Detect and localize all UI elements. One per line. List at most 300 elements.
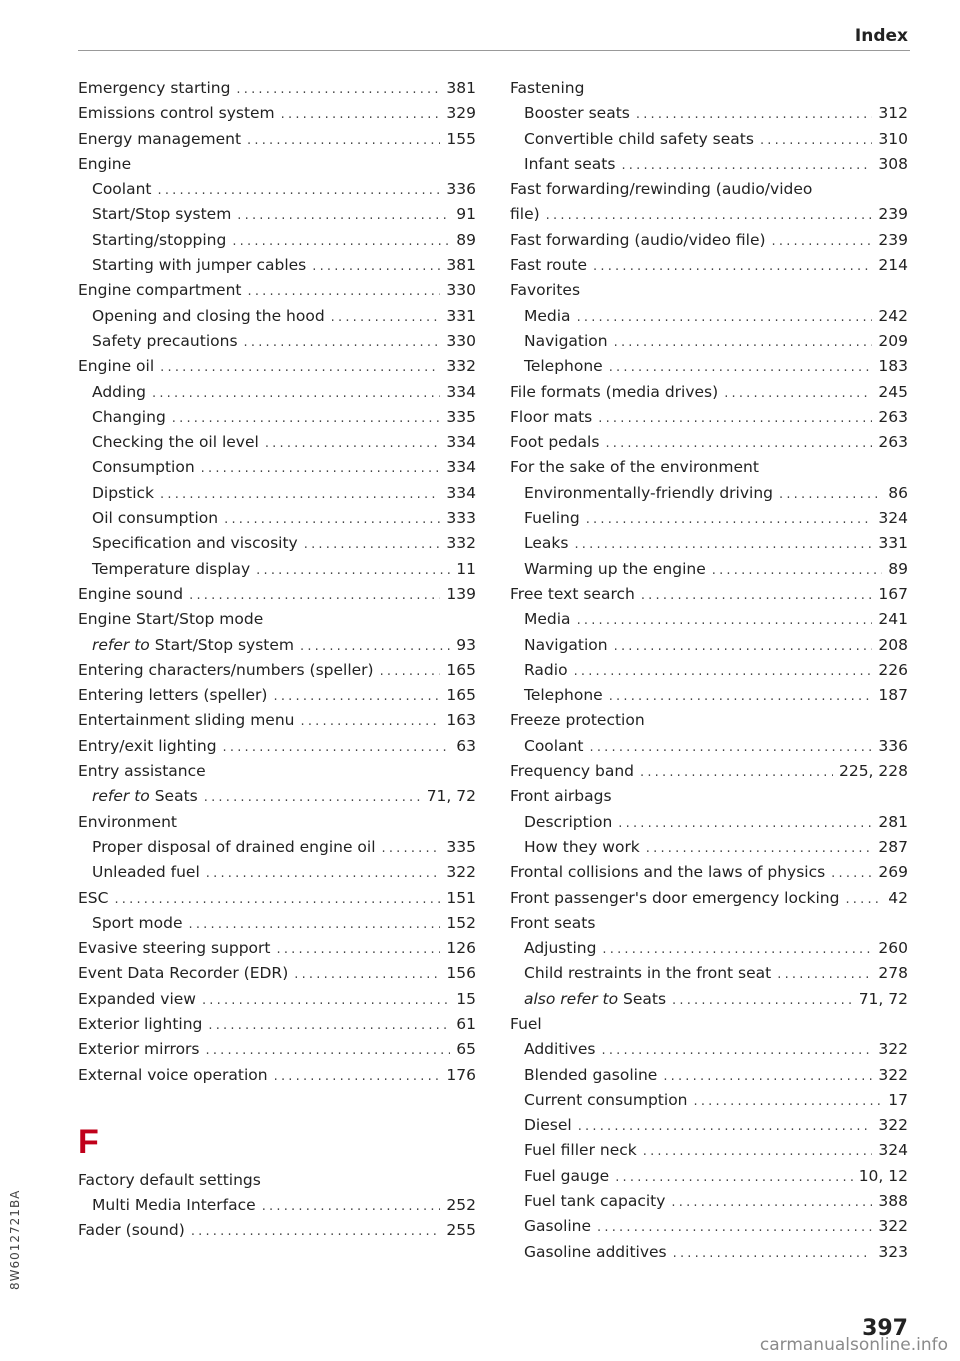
entry-label [524,987,666,1012]
entry-text: Opening and closing the hood [92,306,325,325]
leader-dots [277,937,441,962]
entry-label [510,177,812,202]
entry-page: 381 [446,79,476,97]
entry-page: 93 [456,635,476,654]
entry-page: 324 [878,509,908,528]
entry-page: 42 [888,888,908,907]
entry-text: Convertible child safety seats [524,129,754,148]
entry-text: Frontal collisions and the laws of physics [510,863,826,882]
index-entry [510,1138,908,1163]
index-entry [78,430,476,455]
entry-text: Fuel tank capacity [524,1192,666,1211]
index-entry [78,329,476,354]
leader-dots [191,1219,441,1244]
entry-page: 322 [878,1040,908,1059]
entry-label [524,633,608,658]
leader-dots [304,532,441,557]
entry-label [510,886,839,911]
entry-label [78,961,288,986]
entry-page: 336 [446,180,476,199]
index-entry [510,202,908,227]
entry-text: Entering letters (speller) [78,686,268,705]
entry-label [92,202,231,227]
leader-dots [206,861,441,886]
entry-page: 156 [446,964,476,983]
entry-page: 71, 72 [426,787,476,806]
index-entry [510,557,908,582]
entry-label [92,329,238,354]
entry-label [524,734,584,759]
index-entry [510,633,908,658]
index-entry [510,481,908,506]
entry-text: Coolant [524,736,584,755]
leader-dots [247,128,440,153]
entry-label [524,1240,667,1265]
leader-dots [673,1241,873,1266]
entry-page: 332 [446,534,476,553]
entry-text: Environment [78,812,177,831]
index-entry [510,253,908,278]
entry-text: Favorites [510,281,581,300]
entry-reference: refer to [92,787,150,806]
entry-page: 260 [878,939,908,958]
entry-text: Multi Media Interface [92,1196,256,1215]
index-entry [78,683,476,708]
entry-text: Entertainment sliding menu [78,711,295,730]
entry-label [78,607,263,632]
leader-dots [643,1139,873,1164]
entry-page: 334 [446,382,476,401]
leader-dots [615,1165,852,1190]
entry-label [524,127,754,152]
index-entry [78,202,476,227]
entry-label [78,76,230,101]
entry-reference: also refer to [524,989,619,1008]
entry-text: Seats [623,989,667,1008]
index-entry [78,304,476,329]
entry-text: Evasive steering support [78,939,271,958]
entry-label [524,936,596,961]
index-entry [78,506,476,531]
entry-page: 65 [456,1040,476,1059]
leader-dots [294,962,440,987]
entry-text: Fast route [510,256,588,275]
entry-label [78,936,271,961]
entry-label [510,759,634,784]
entry-page: 165 [446,686,476,705]
entry-label [78,810,177,835]
entry-label [524,152,615,177]
index-entry [78,481,476,506]
index-entry [78,961,476,986]
leader-dots [618,811,872,836]
entry-text: Fast forwarding (audio/video file) [510,230,766,249]
entry-label [524,607,571,632]
entry-label [92,531,298,556]
entry-text: Starting/stopping [92,230,227,249]
index-entry [510,127,908,152]
entry-page: 322 [878,1217,908,1236]
index-entry [510,607,908,632]
entry-page: 322 [878,1065,908,1084]
entry-label [524,101,630,126]
entry-text: Navigation [524,635,608,654]
entry-page: 241 [878,610,908,629]
index-entry [78,1218,476,1243]
leader-dots [663,1064,872,1089]
entry-text: Additives [524,1040,596,1059]
page-number: 397 [862,1316,908,1341]
index-entry [78,253,476,278]
index-entry [78,531,476,556]
entry-text: Fader (sound) [78,1221,185,1240]
entry-label [78,683,267,708]
entry-text: Free text search [510,584,635,603]
entry-label [510,278,580,303]
entry-label [92,380,146,405]
entry-page: 183 [878,357,908,376]
entry-label [78,1168,261,1193]
entry-page: 126 [446,939,476,958]
entry-page: 91 [456,205,476,224]
header-rule [78,50,910,51]
index-entry [510,784,908,809]
leader-dots [189,583,440,608]
index-entry [78,152,476,177]
leader-dots [712,558,883,583]
leader-dots [237,203,450,228]
entry-label [78,1012,202,1037]
entry-text: Booster seats [524,104,630,123]
index-entry [510,152,908,177]
index-entry [78,987,476,1012]
entry-label [524,1214,591,1239]
entry-label [92,557,250,582]
leader-dots [760,128,872,153]
entry-text: For the sake of the environment [510,458,759,477]
index-entry [78,455,476,480]
entry-page: 167 [878,584,908,603]
leader-dots [672,988,853,1013]
entry-text: Engine compartment [78,281,242,300]
entry-page: 245 [878,382,908,401]
leader-dots [189,912,441,937]
entry-page: 335 [446,837,476,856]
entry-page: 278 [878,964,908,983]
entry-page: 152 [446,913,476,932]
index-entry [78,734,476,759]
entry-page: 263 [878,433,908,452]
entry-page: 322 [446,863,476,882]
index-entry [510,506,908,531]
entry-page: 139 [446,584,476,603]
entry-text: Entry/exit lighting [78,736,217,755]
leader-dots [232,229,450,254]
index-entry [510,860,908,885]
entry-label [510,430,599,455]
entry-text: Fast forwarding/rewinding (audio/video [510,180,813,199]
entry-page: 61 [456,1014,476,1033]
leader-dots [265,431,441,456]
leader-dots [114,887,440,912]
index-entry [510,329,908,354]
entry-text: Safety precautions [92,331,238,350]
entry-text: External voice operation [78,1065,268,1084]
entry-label [78,101,275,126]
entry-text: Entry assistance [78,762,206,781]
entry-label [78,152,131,177]
index-entry [510,658,908,683]
entry-text: Front airbags [510,787,612,806]
entry-label [78,1063,268,1088]
entry-label [524,531,568,556]
entry-page: 63 [456,736,476,755]
entry-text: Engine sound [78,584,184,603]
entry-label [510,202,540,227]
index-entry [78,810,476,835]
leader-dots [247,279,440,304]
entry-label [524,1088,688,1113]
entry-text: Front passenger's door emergency locking [510,888,840,907]
entry-label [510,784,612,809]
entry-label [510,1012,542,1037]
entry-text: Consumption [92,458,195,477]
entry-page: 330 [446,281,476,300]
entry-label [92,304,325,329]
f-section-entries [78,1168,476,1244]
entry-text: Leaks [524,534,569,553]
entry-text: Exterior lighting [78,1014,203,1033]
index-entry [78,405,476,430]
entry-page: 381 [446,256,476,275]
entry-text: Telephone [524,686,603,705]
entry-label [524,1113,572,1138]
leader-dots [300,634,450,659]
entry-label [78,278,241,303]
entry-page: 312 [878,104,908,123]
entry-page: 10, 12 [858,1166,908,1185]
leader-dots [312,254,440,279]
leader-dots [831,861,872,886]
entry-text: Fastening [510,79,585,97]
entry-label [92,911,183,936]
entry-label [92,253,306,278]
leader-dots [590,735,873,760]
entry-label [78,708,294,733]
entry-page: 239 [878,205,908,224]
index-entry [78,1193,476,1218]
leader-dots [641,583,873,608]
leader-dots [779,482,882,507]
entry-label [78,987,196,1012]
entry-label [78,658,374,683]
index-entry [510,405,908,430]
entry-label [510,860,825,885]
entry-label [78,354,154,379]
entry-page: 287 [878,837,908,856]
right-entries [510,76,908,1265]
entry-label [524,557,706,582]
entry-label [524,810,612,835]
index-entry [78,76,476,101]
entry-text: Dipstick [92,483,155,502]
leader-dots [158,178,441,203]
entry-page: 336 [878,736,908,755]
entry-text: Proper disposal of drained engine oil [92,837,376,856]
index-entry [78,1012,476,1037]
entry-page: 15 [456,989,476,1008]
entry-text: Emergency starting [78,79,231,97]
entry-text: Adding [92,382,146,401]
leader-dots [206,1038,451,1063]
entry-label [524,354,603,379]
index-entry [510,1240,908,1265]
entry-text: Checking the oil level [92,433,259,452]
entry-text: Starting with jumper cables [92,256,307,275]
entry-label [524,506,580,531]
entry-label [78,1218,185,1243]
entry-page: 165 [446,660,476,679]
index-entry [78,380,476,405]
entry-text: Engine Start/Stop mode [78,610,264,629]
entry-text: Environmentally-friendly driving [524,483,773,502]
entry-page: 324 [878,1141,908,1160]
entry-label [510,708,645,733]
entry-page: 331 [446,306,476,325]
entry-text: Media [524,610,571,629]
section-letter-f: F [78,1122,99,1161]
entry-text: Freeze protection [510,711,645,730]
index-entry [510,1088,908,1113]
entry-label [92,784,198,809]
entry-label [78,582,183,607]
entry-text: File formats (media drives) [510,382,719,401]
entry-page: 322 [878,1116,908,1135]
entry-page: 334 [446,458,476,477]
index-entry [510,886,908,911]
entry-text: Blended gasoline [524,1065,658,1084]
leader-dots [273,684,440,709]
leader-dots [256,558,450,583]
entry-text: ESC [78,888,109,907]
index-entry [510,1063,908,1088]
leader-dots [262,1194,441,1219]
entry-page: 332 [446,357,476,376]
index-entry [510,430,908,455]
index-entry [510,1164,908,1189]
index-entry [510,810,908,835]
leader-dots [382,836,441,861]
entry-text: Frequency band [510,762,634,781]
entry-label [92,430,259,455]
leader-dots [609,684,873,709]
entry-label [510,380,718,405]
index-entry [78,177,476,202]
entry-page: 163 [446,711,476,730]
entry-label [78,127,241,152]
entry-label [524,304,571,329]
entry-text: Expanded view [78,989,196,1008]
leader-dots [202,988,450,1013]
entry-page: 334 [446,483,476,502]
page-title: Index [854,26,908,46]
leader-dots [223,735,451,760]
index-entry [78,607,476,632]
entry-page: 239 [878,230,908,249]
entry-text: Start/Stop system [92,205,232,224]
entry-text: Energy management [78,129,242,148]
index-entry [510,911,908,936]
entry-page: 252 [446,1196,476,1215]
entry-page: 225, 228 [838,762,908,781]
entry-text: Changing [92,407,166,426]
entry-text: Fuel gauge [524,1166,610,1185]
entry-label [524,481,773,506]
entry-label [524,1037,595,1062]
entry-label [510,582,635,607]
index-entry [78,911,476,936]
leader-dots [244,330,441,355]
index-entry [510,734,908,759]
entry-label [510,253,587,278]
entry-label [510,911,595,936]
index-entry [78,860,476,885]
leader-dots [236,77,440,102]
entry-page: 333 [446,509,476,528]
index-entry [78,658,476,683]
entry-text: Factory default settings [78,1170,261,1189]
index-entry [510,531,908,556]
index-entry [78,708,476,733]
entry-text: Floor mats [510,407,593,426]
entry-text: Seats [154,787,198,806]
index-entry [78,633,476,658]
entry-label [524,961,771,986]
entry-text: Coolant [92,180,152,199]
index-entry [510,380,908,405]
entry-page: 86 [888,483,908,502]
entry-label [524,1138,637,1163]
index-entry [510,455,908,480]
entry-page: 281 [878,812,908,831]
entry-text: Unleaded fuel [92,863,200,882]
entry-label [92,228,226,253]
index-entry [510,683,908,708]
leader-dots [574,659,873,684]
entry-label [524,1164,609,1189]
entry-text: Fueling [524,509,580,528]
entry-text: Entering characters/numbers (speller) [78,660,374,679]
entry-text: Temperature display [92,559,251,578]
entry-label [92,177,152,202]
entry-text: Gasoline additives [524,1242,667,1261]
entry-page: 71, 72 [858,989,908,1008]
leader-dots [208,1013,450,1038]
entry-label [92,633,294,658]
entry-page: 329 [446,104,476,123]
entry-page: 308 [878,154,908,173]
leader-dots [621,153,872,178]
entry-text: Fuel [510,1014,542,1033]
left-entries [78,76,476,1088]
leader-dots [671,1190,872,1215]
entry-label [78,1037,200,1062]
entry-text: Navigation [524,331,608,350]
index-entry [510,278,908,303]
index-entry [510,76,908,101]
entry-reference: refer to [92,635,150,654]
entry-label [524,835,640,860]
